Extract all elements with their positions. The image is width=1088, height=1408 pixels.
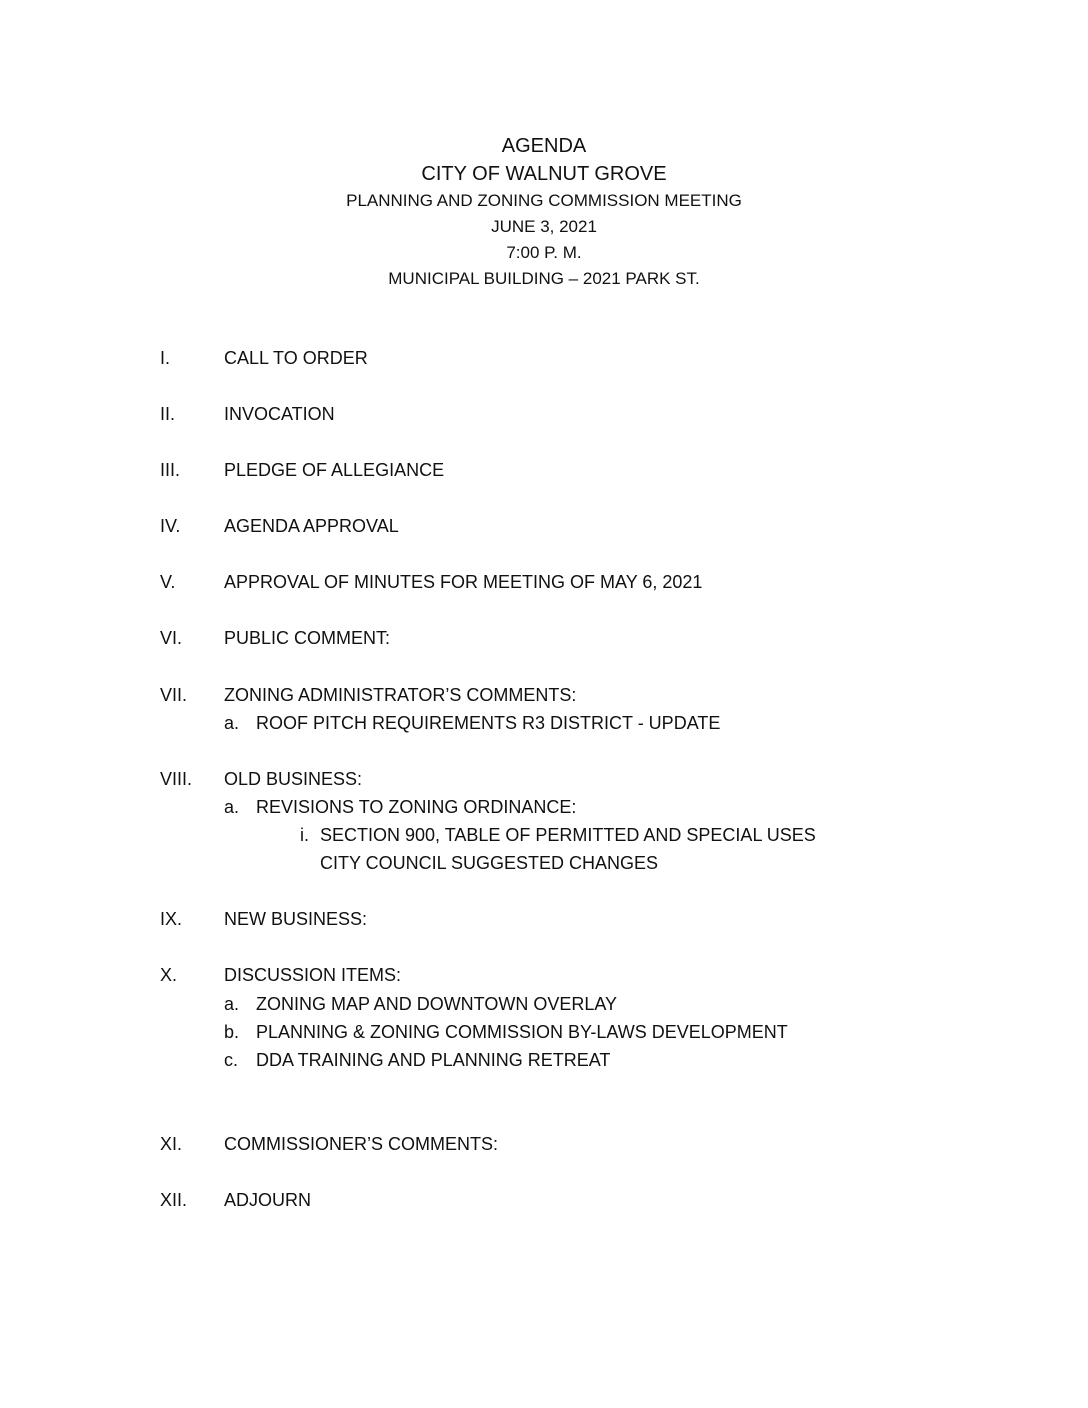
item-label: ZONING ADMINISTRATOR’S COMMENTS: xyxy=(224,685,577,705)
item-numeral: VI. xyxy=(160,628,183,648)
item-label: INVOCATION xyxy=(224,404,335,424)
sub-item-letter: b. xyxy=(224,1022,240,1042)
sub-sub-item-numeral: i. xyxy=(300,825,309,845)
sub-sub-item-text-continued: CITY COUNCIL SUGGESTED CHANGES xyxy=(320,853,659,873)
item-label: OLD BUSINESS: xyxy=(224,769,363,789)
meeting-time: 7:00 P. M. xyxy=(506,243,582,262)
sub-item-letter: a. xyxy=(224,797,240,817)
sub-item-letter: a. xyxy=(224,713,240,733)
agenda-header xyxy=(0,132,1088,292)
meeting-date: JUNE 3, 2021 xyxy=(491,217,597,236)
item-numeral: V. xyxy=(160,572,176,592)
item-label: NEW BUSINESS: xyxy=(224,909,368,929)
item-numeral: XII. xyxy=(160,1190,188,1210)
item-label: AGENDA APPROVAL xyxy=(224,516,399,536)
item-numeral: II. xyxy=(160,404,176,424)
sub-item-text: REVISIONS TO ZONING ORDINANCE: xyxy=(256,797,577,817)
item-numeral: X. xyxy=(160,965,178,985)
item-numeral: VIII. xyxy=(160,769,193,789)
sub-item-letter: a. xyxy=(224,994,240,1014)
item-label: DISCUSSION ITEMS: xyxy=(224,965,402,985)
item-label: PLEDGE OF ALLEGIANCE xyxy=(224,460,445,480)
sub-item-letter: c. xyxy=(224,1050,239,1070)
item-numeral: III. xyxy=(160,460,181,480)
meeting-location: MUNICIPAL BUILDING – 2021 PARK ST. xyxy=(388,269,700,288)
item-label: ADJOURN xyxy=(224,1190,312,1210)
item-label: COMMISSIONER’S COMMENTS: xyxy=(224,1134,499,1154)
document-title: AGENDA xyxy=(501,135,587,157)
item-label: PUBLIC COMMENT: xyxy=(224,628,391,648)
sub-item-text: ZONING MAP AND DOWNTOWN OVERLAY xyxy=(256,994,618,1014)
meeting-name: PLANNING AND ZONING COMMISSION MEETING xyxy=(346,191,742,210)
sub-item-text: ROOF PITCH REQUIREMENTS R3 DISTRICT - UPDATE xyxy=(256,713,721,733)
item-numeral: IX. xyxy=(160,909,183,929)
sub-item-text: PLANNING & ZONING COMMISSION BY-LAWS DEVELOPMENT xyxy=(256,1022,788,1042)
item-numeral: I. xyxy=(160,348,171,368)
sub-item-text: DDA TRAINING AND PLANNING RETREAT xyxy=(256,1050,611,1070)
item-numeral: XI. xyxy=(160,1134,183,1154)
item-numeral: VII. xyxy=(160,685,188,705)
item-label: APPROVAL OF MINUTES FOR MEETING OF MAY 6, 2021 xyxy=(224,572,703,592)
item-numeral: IV. xyxy=(160,516,181,536)
city-name: CITY OF WALNUT GROVE xyxy=(421,163,667,185)
item-label: CALL TO ORDER xyxy=(224,348,368,368)
sub-sub-item-text: SECTION 900, TABLE OF PERMITTED AND SPECIAL USES xyxy=(320,825,816,845)
